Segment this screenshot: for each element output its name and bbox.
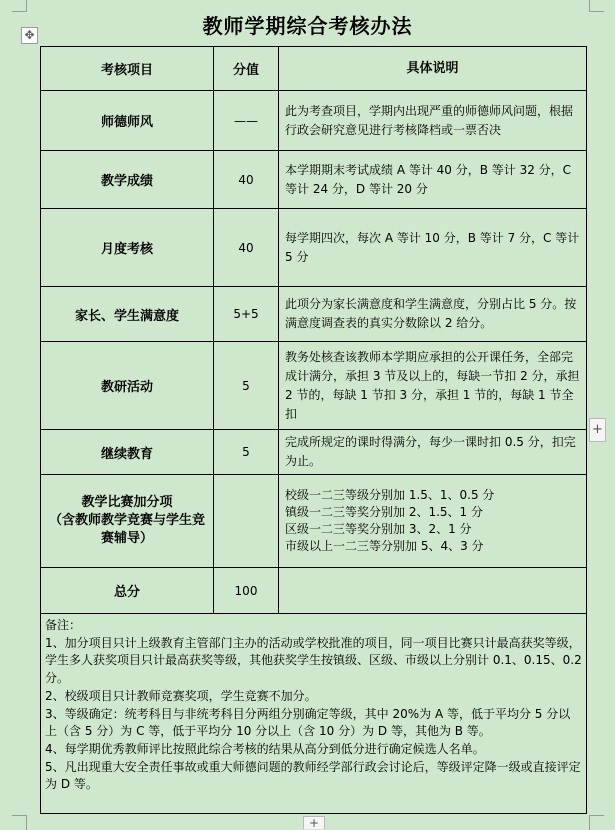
bonus-line: 区级一二三等奖分别加 3、2、1 分 <box>285 522 472 536</box>
bonus-line: 镇级一二三等奖分别加 2、1.5、1 分 <box>285 505 483 519</box>
row-item: 教研活动 <box>41 342 214 429</box>
table-row <box>41 342 586 430</box>
table-move-handle-icon[interactable]: ✥ <box>21 27 38 44</box>
row-score: 40 <box>214 209 279 286</box>
note-item: 2、校级项目只计教师竞赛奖项，学生竞赛不加分。 <box>45 688 317 703</box>
page-corner-mark <box>589 815 604 830</box>
note-item: 5、凡出现重大安全责任事故或重大师德问题的教师经学部行政会讨论后，等级评定降一级或直接评定为 D 等。 <box>45 759 581 792</box>
bonus-line: 校级一二三等级分别加 1.5、1、0.5 分 <box>285 488 495 502</box>
notes-section <box>41 614 586 797</box>
add-column-button[interactable]: + <box>589 418 606 442</box>
row-item: 教学比赛加分项 （含教师教学竞赛与学生竞赛辅导） <box>41 475 214 567</box>
row-item: 总分 <box>41 568 214 613</box>
note-item: 3、等级确定：统考科目与非统考科目分两组分别确定等级，其中 20%为 A 等，低于平均分 5 分以上（含 5 分）为 C 等，低于平均分 10 分以上（含 10 分）为 D 等，其他为 B 等。 <box>45 706 571 739</box>
add-row-button[interactable]: + <box>303 816 325 829</box>
table-row-total <box>41 568 586 614</box>
row-item: 继续教育 <box>41 430 214 474</box>
row-score <box>214 475 279 567</box>
bonus-line: 市级以上一二三等分别加 5、4、3 分 <box>285 539 484 553</box>
row-item: 家长、学生满意度 <box>41 287 214 341</box>
document-title: 教师学期综合考核办法 <box>202 14 413 38</box>
row-desc: 完成所规定的课时得满分，每少一课时扣 0.5 分，扣完为止。 <box>285 435 576 468</box>
row-score: —— <box>214 91 279 150</box>
table-row <box>41 475 586 568</box>
note-item: 1、加分项目只计上级教育主管部门主办的活动或学校批准的项目，同一项目比赛只计最高获奖等级，学生多人获奖项目只计最高获奖等级，其他获奖学生按镇级、区级、市级以上分别计 0.1、0.15、0.2 分。 <box>45 635 582 686</box>
row-desc: 每学期四次，每次 A 等计 10 分，B 等计 7 分，C 等计 5 分 <box>285 230 580 264</box>
row-score: 100 <box>214 568 279 613</box>
row-score: 5 <box>214 342 279 429</box>
notes-heading: 备注： <box>45 618 82 632</box>
table-row <box>41 287 586 342</box>
table-row <box>41 151 586 209</box>
row-score: 5+5 <box>214 287 279 341</box>
header-item: 考核项目 <box>41 47 214 90</box>
row-desc <box>279 475 586 567</box>
table-header-row <box>41 47 586 91</box>
row-desc: 此项分为家长满意度和学生满意度，分别占比 5 分。按满意度调查表的真实分数除以 2 给分。 <box>285 297 577 330</box>
table-row <box>41 430 586 475</box>
row-item: 教学成绩 <box>41 151 214 208</box>
row-desc: 本学期期末考试成绩 A 等计 40 分，B 等计 32 分，C 等计 24 分，D 等计 20 分 <box>285 162 572 196</box>
row-score: 40 <box>214 151 279 208</box>
table-row <box>41 91 586 151</box>
row-desc <box>279 568 586 613</box>
row-desc: 教务处核查该教师本学期应承担的公开课任务，全部完成计满分，承担 3 节及以上的，每缺一节扣 2 分，承担 2 节的，每缺 1 节扣 3 分，承担 1 节的，每缺 1 节全扣 <box>285 349 580 421</box>
page-corner-mark <box>12 815 27 830</box>
row-item: 师德师风 <box>41 91 214 150</box>
assessment-table <box>40 46 587 814</box>
note-item: 4、每学期优秀教师评比按照此综合考核的结果从高分到低分进行确定候选人名单。 <box>45 741 485 756</box>
row-item: 月度考核 <box>41 209 214 286</box>
header-desc: 具体说明 <box>406 61 459 76</box>
row-score: 5 <box>214 430 279 474</box>
header-score: 分值 <box>214 47 279 90</box>
row-desc: 此为考查项目，学期内出现严重的师德师风问题，根据行政会研究意见进行考核降档或一票否决 <box>285 103 574 137</box>
table-row <box>41 209 586 287</box>
